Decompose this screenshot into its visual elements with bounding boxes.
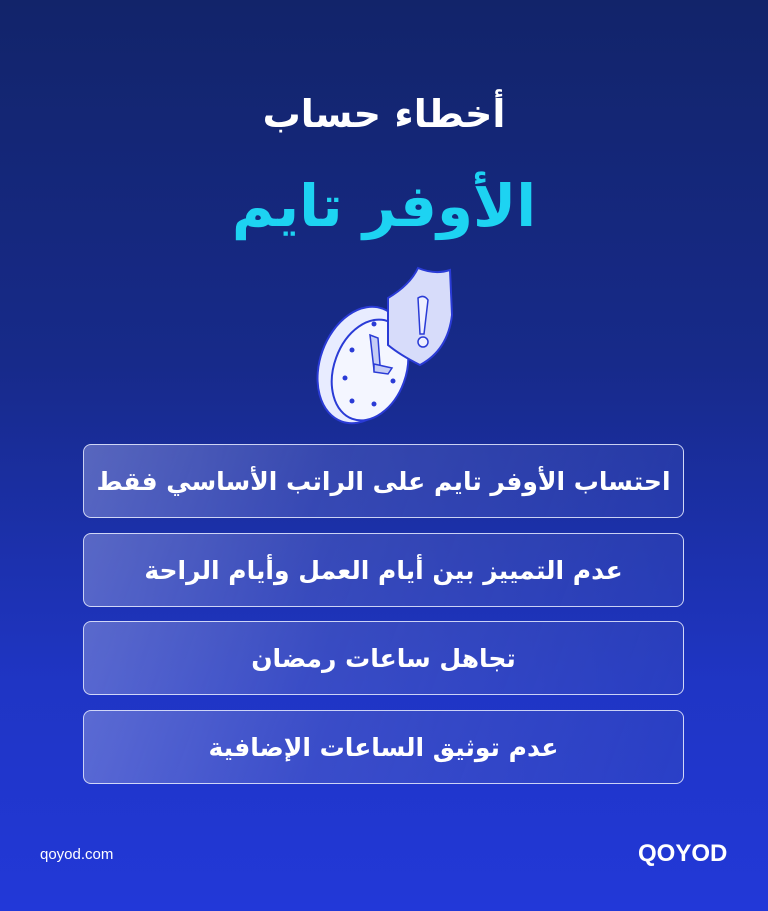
list-item [83, 444, 684, 518]
item-label: احتساب الأوفر تايم على الراتب الأساسي فقط [96, 466, 671, 496]
item-label: تجاهل ساعات رمضان [251, 643, 516, 673]
item-label: عدم التمييز بين أيام العمل وأيام الراحة [144, 555, 623, 585]
list-item [83, 710, 684, 784]
title-line-1: أخطاء حساب [262, 92, 506, 136]
list-item [83, 621, 684, 695]
website-link[interactable]: qoyod.com [40, 846, 114, 863]
clock-shield-warning-icon [300, 260, 460, 430]
title-line-2: الأوفر تايم [231, 172, 537, 240]
item-label: عدم توثيق الساعات الإضافية [208, 732, 559, 762]
brand-logo: QOYOD [638, 840, 728, 867]
list-item [83, 533, 684, 607]
